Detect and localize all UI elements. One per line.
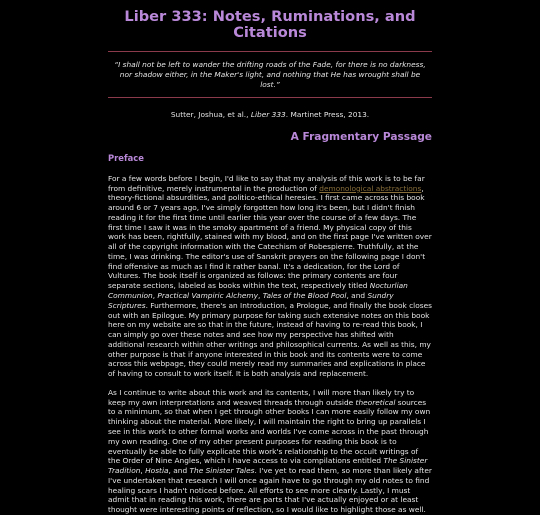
preface-heading: Preface xyxy=(108,152,144,163)
emphasis-theoretical: theoretical xyxy=(355,397,396,407)
page-title: Liber 333: Notes, Ruminations, and Citations xyxy=(124,8,416,42)
text-run: sources to a minimum, so that when I get through other books I can more easily follow my own thinking about the material. More likely, I will maintain the right to bring up parallels I see in this work to other formal works and worlds I've come across in the past through my own reading. One of my other present purposes for reading this book is to eventually be able to fully explicate this work's relationship to the occult writings of the Order of Nine Angles, which I have access to via compilations entitled xyxy=(108,397,431,466)
text-run: For a few words before I begin, I'd like to say that my analysis of this work is to be far from definitive, merely instrumental in the production of xyxy=(108,173,425,193)
text-run: , xyxy=(152,291,158,301)
book-title-hostia: Hostia xyxy=(145,466,169,476)
book-title-tales-of-the-blood-pool: Tales of the Blood Pool xyxy=(262,291,347,301)
text-run: . I've yet to read them, so more than likely after I've undertaken that research I will once again have to go through my old notes to find healing scars I hadn't noticed before. All efforts to see more clearly. Lastly, I must admit that in reading this work, there are parts that I've actually enjoyed or at least thought were interesting points of reflection, so I would like to highlight those as well. xyxy=(108,466,432,515)
text-run: . Furthermore, there's an Introduction, a Prologue, and finally the book closes out with an Epilogue. My primary purpose for taking such extensive notes on this book here on my website are so that in the future, instead of having to re-read this book, I can simply go over these notes and see how my perspective has shifted with additional research within other writings and philosophical currents. As well as this, my other purpose is that if anyone interested in this book and its contents were to come across this webpage, they could merely read my summaries and explications in place of having to consult to work itself. It is both analysis and replacement. xyxy=(108,300,432,379)
demonological-abstractions-link[interactable]: demonological abstractions xyxy=(319,183,422,193)
divider-top xyxy=(108,51,432,52)
text-run: As I continue to write about this work and its contents, I will more than likely try to keep my own interpretations and weaved threads through outside xyxy=(108,387,415,407)
epigraph-quote: “I shall not be left to wander the drifting roads of the Fade, for there is no darkness, nor shadow either, in the Maker's light, and nothing that He has wrought shall be lost.” xyxy=(114,59,426,89)
book-title-the-sinister-tales: The Sinister Tales xyxy=(189,466,255,476)
citation-book-title: Liber 333 xyxy=(250,110,286,120)
text-run: , and xyxy=(346,291,368,301)
preface-paragraph-1 xyxy=(108,174,432,379)
text-run: , and xyxy=(168,466,190,476)
citation xyxy=(108,110,432,120)
section-heading: A Fragmentary Passage xyxy=(290,131,432,144)
citation-authors: Sutter, Joshua, et al., xyxy=(170,110,251,120)
book-title-nocturlian-communion: Nocturlian Communion xyxy=(108,281,408,301)
book-title-the-sinister-tradition: The Sinister Tradition xyxy=(108,456,428,476)
book-title-sundry-scriptures: Sundry Scriptures xyxy=(108,291,394,310)
citation-publisher: . Martinet Press, 2013. xyxy=(285,110,370,120)
divider-bottom xyxy=(108,97,432,98)
preface-paragraph-2 xyxy=(108,388,432,515)
text-run: , xyxy=(140,466,146,476)
text-run: , xyxy=(258,291,263,301)
text-run: , theory-fictional absurdities, and politico-ethical heresies. I first came across this book around 6 or 7 years ago, I've simply forgotten how long it's been, but I didn't finish reading it for the first time until earlier this year over the course of a few days. The first time I saw it was in the smoky apartment of a friend. My physical copy of this work has been, rightfully, stained with my blood, and on the first page I've written over all of the copyright information with the Catechism of Robespierre. Truthfully, at the time, I was drinking. The editor's use of Sanskrit prayers on the following page I don't find offensive as much as I find it rather banal. It's a dedication, for the Lord of Vultures. The book itself is organized as follows: the primary contents are four separate sections, labeled as books within the text, respectively titled xyxy=(108,183,432,291)
book-title-practical-vampiric-alchemy: Practical Vampiric Alchemy xyxy=(157,291,258,301)
page xyxy=(108,0,432,515)
